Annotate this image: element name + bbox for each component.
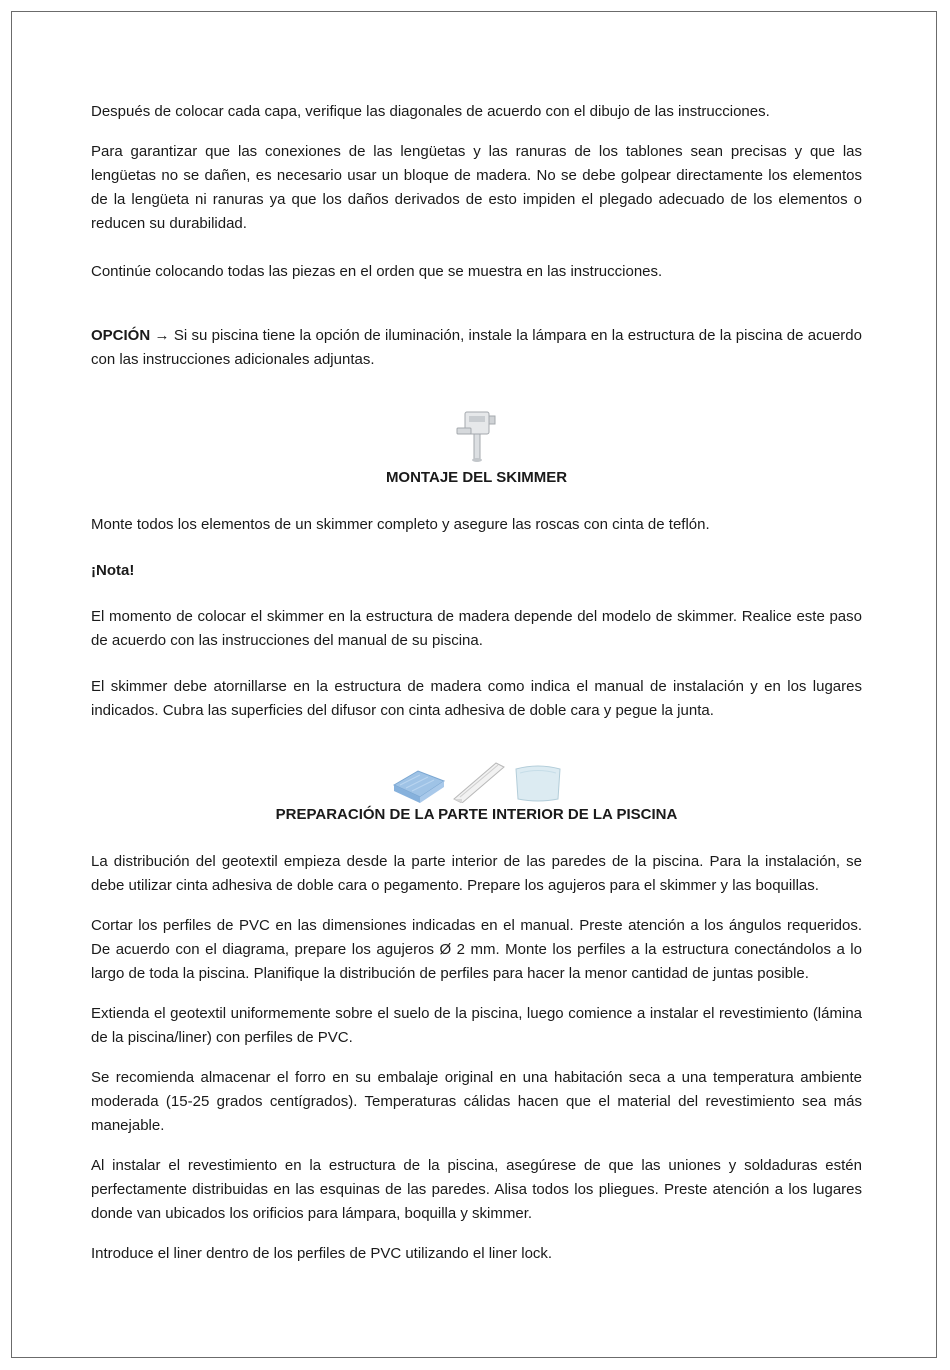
document-page — [11, 11, 937, 1358]
note-label: ¡Nota! — [91, 562, 135, 579]
paragraph-skimmer-screw: El skimmer debe atornillarse en la estructura de madera como indica el manual de instalación y en los lugares indicados. Cubra las superficies del difusor con cinta adhesiva de doble cara y pegue la junta. — [91, 678, 862, 719]
paragraph-option — [91, 324, 862, 372]
paragraph-continue: Continúe colocando todas las piezas en el orden que se muestra en las instrucciones. — [91, 263, 663, 280]
skimmer-figure — [91, 408, 862, 464]
paragraph-install-liner: Al instalar el revestimiento en la estructura de la piscina, asegúrese de que las uniones y soldaduras estén perfectamente distribuidas en las esquinas de las paredes. Alisa todos los pliegues. Preste atención a los lugares donde van ubicados los orificios para lámpara, boquilla y skimmer. — [91, 1157, 862, 1222]
paragraph-storage: Se recomienda almacenar el forro en su embalaje original en una habitación seca a una temperatura ambiente moderada (15-25 grados centígrados). Temperaturas cálidas hacen que el material del revestimiento sea más manejable. — [91, 1069, 862, 1134]
paragraph-geotextile-extend: Extienda el geotextil uniformemente sobre el suelo de la piscina, luego comience a instalar el revestimiento (lámina de la piscina/liner) con perfiles de PVC. — [91, 1005, 862, 1046]
paragraph-liner-lock: Introduce el liner dentro de los perfiles de PVC utilizando el liner lock. — [91, 1245, 553, 1262]
heading-skimmer: MONTAJE DEL SKIMMER — [385, 469, 568, 486]
option-text: Si su piscina tiene la opción de iluminación, instale la lámpara en la estructura de la piscina de acuerdo con las instrucciones adicionales adjuntas. — [91, 327, 862, 368]
paragraph-skimmer-mount: Monte todos los elementos de un skimmer completo y asegure las roscas con cinta de teflón. — [91, 516, 710, 533]
heading-interior: PREPARACIÓN DE LA PARTE INTERIOR DE LA PISCINA — [275, 806, 678, 823]
option-label: OPCIÓN → — [91, 327, 170, 344]
pvc-profile-icon — [450, 759, 508, 803]
paragraph-geotextile-distribution: La distribución del geotextil empieza desde la parte interior de las paredes de la piscina. Para la instalación, se debe utilizar cinta adhesiva de doble cara o pegamento. Prepare los agujeros para el skimmer y las boquillas. — [91, 853, 862, 894]
document-body — [91, 90, 862, 1266]
liner-sheet-icon — [512, 763, 564, 803]
skimmer-icon — [453, 410, 501, 464]
paragraph-diagonals: Después de colocar cada capa, verifique las diagonales de acuerdo con el dibujo de las instrucciones. — [91, 103, 770, 120]
paragraph-pvc-profiles: Cortar los perfiles de PVC en las dimensiones indicadas en el manual. Preste atención a los ángulos requeridos. De acuerdo con el diagrama, prepare los agujeros Ø 2 mm. Monte los perfiles a la estructura conectándolos a lo largo de toda la piscina. Planifique la distribución de perfiles para hacer la menor cantidad de juntas posible. — [91, 917, 862, 982]
paragraph-wood-block: Para garantizar que las conexiones de las lengüetas y las ranuras de los tablones sean precisas y que las lengüetas no se dañen, es necesario usar un bloque de madera. No se debe golpear directamente los elementos de la lengüeta ni ranuras ya que los daños derivados de esto impiden el plegado adecuado de los elementos o reducen su durabilidad. — [91, 143, 862, 232]
paragraph-skimmer-moment: El momento de colocar el skimmer en la estructura de madera depende del modelo de skimmer. Realice este paso de acuerdo con las instrucciones del manual de su piscina. — [91, 608, 862, 649]
geotextile-icon — [390, 761, 446, 803]
liner-materials-figure — [91, 759, 862, 803]
